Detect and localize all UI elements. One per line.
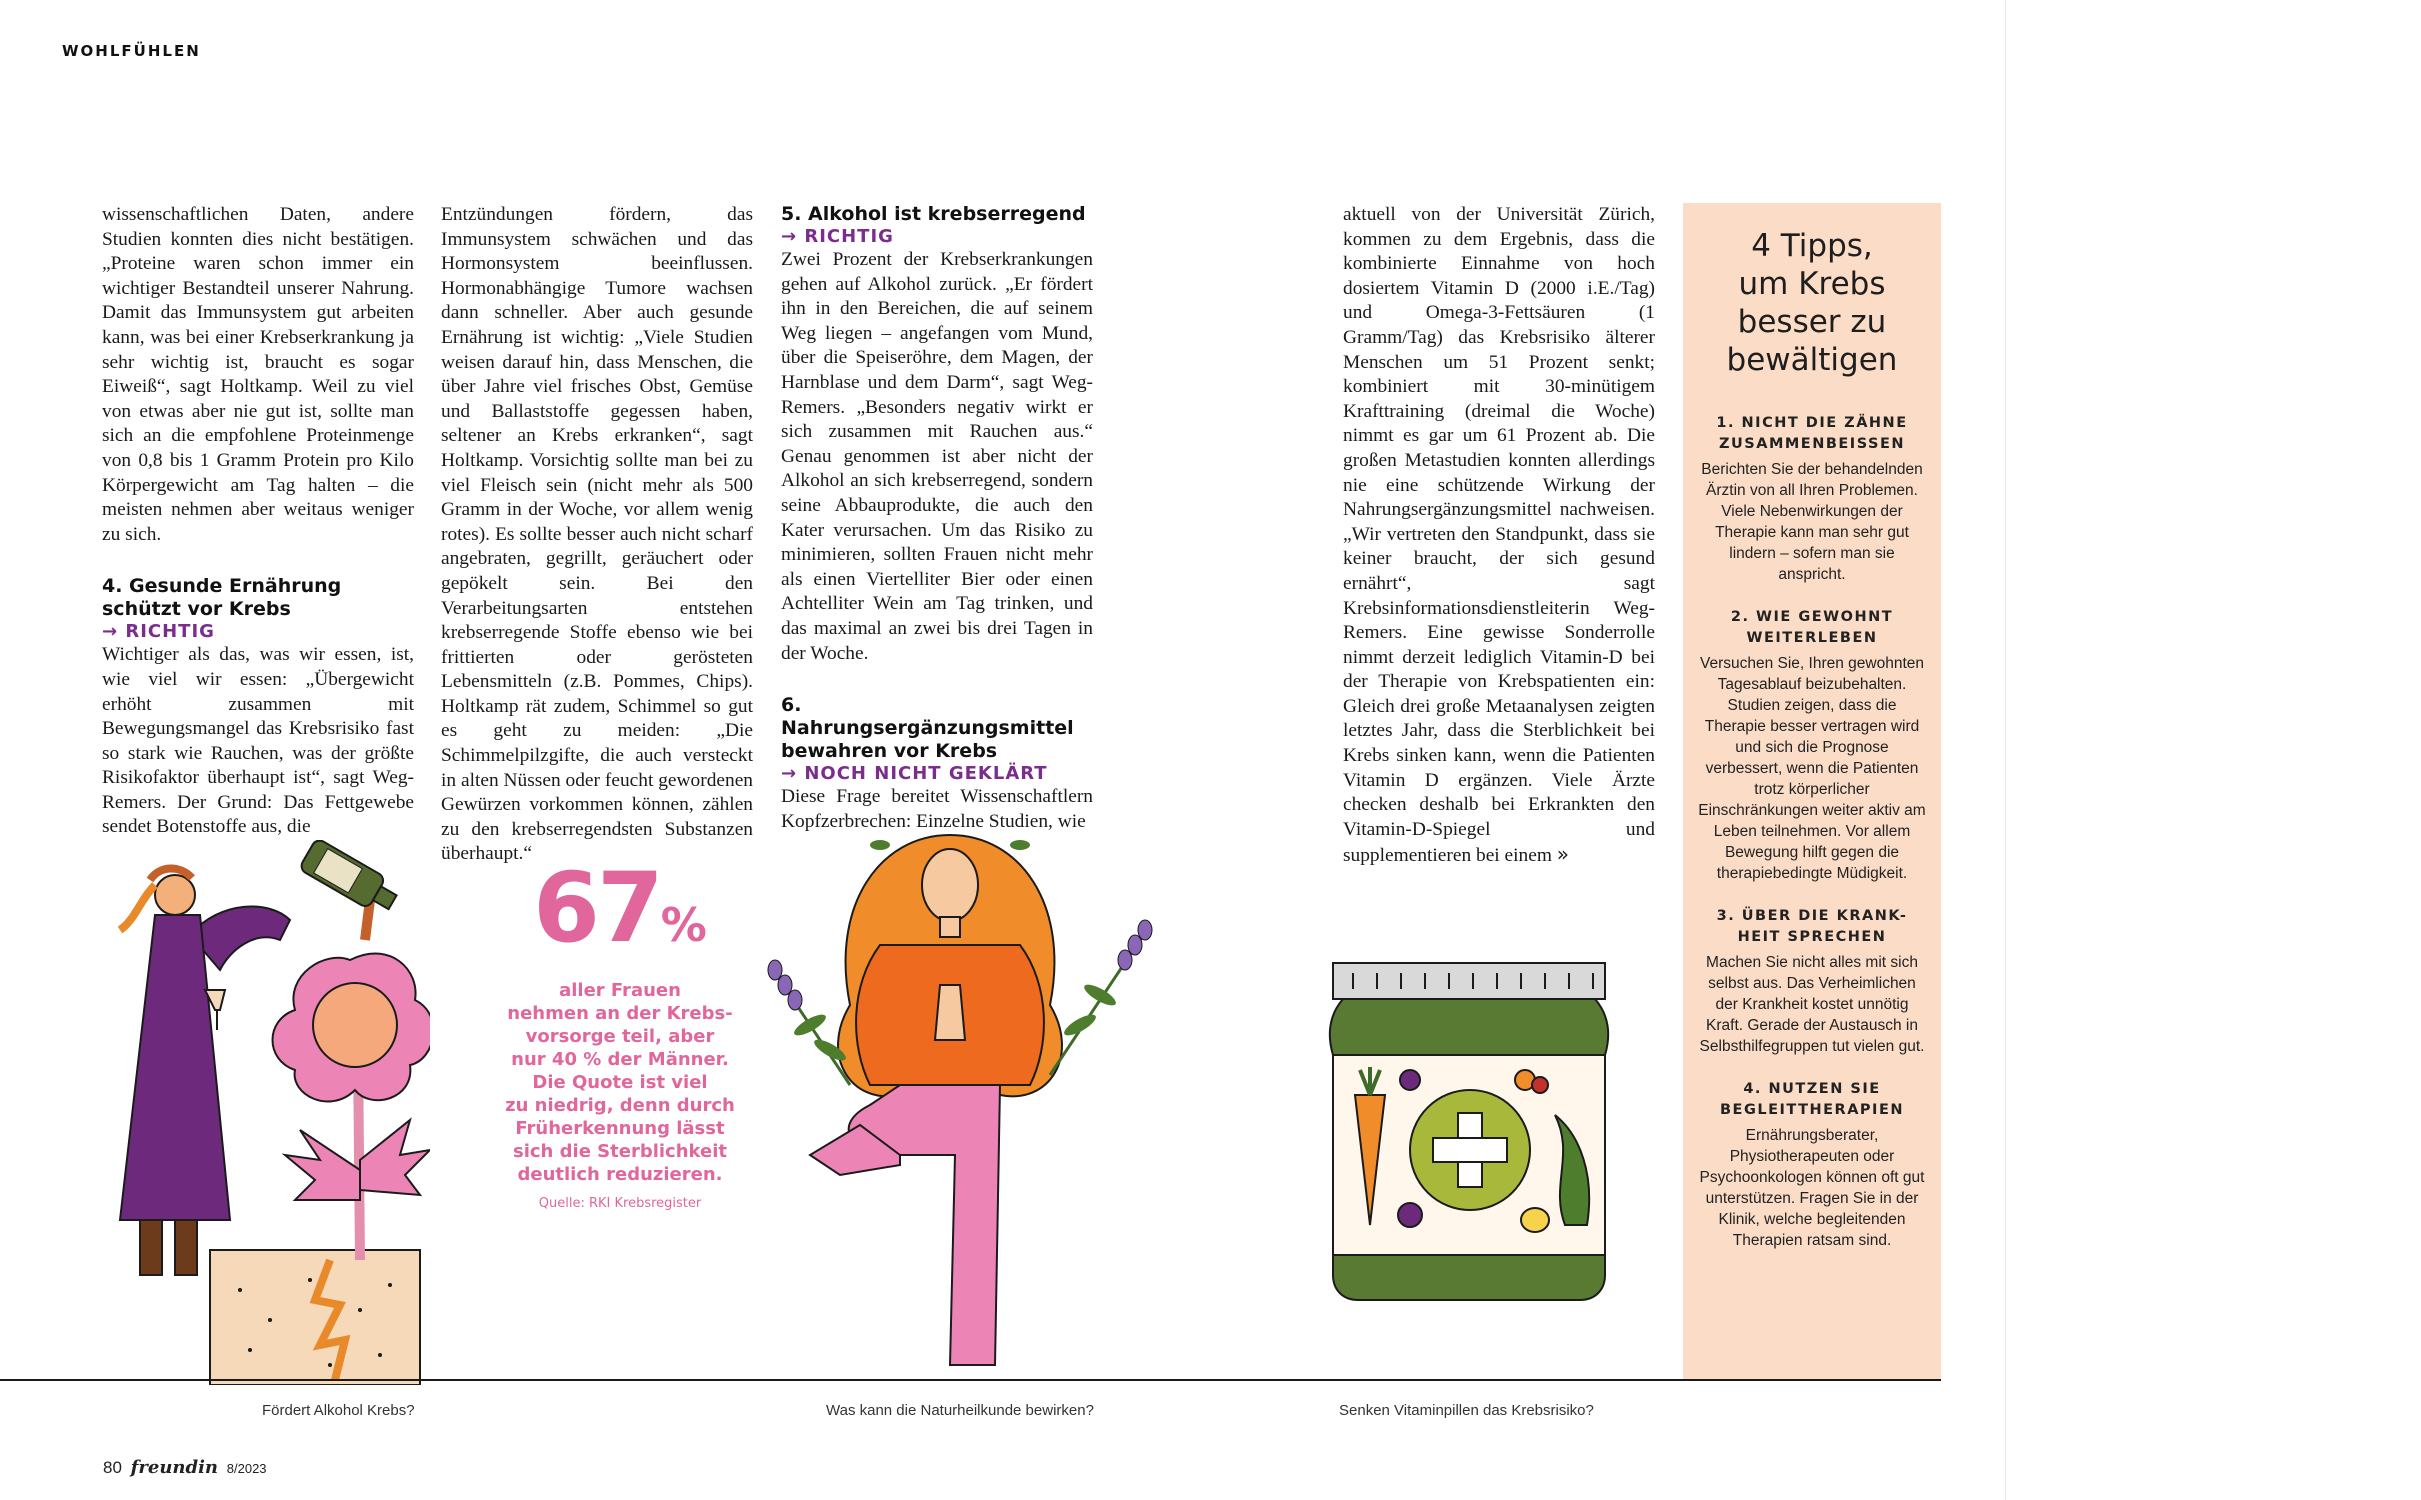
stat-line: Früherkennung lässt [515,1118,725,1139]
facing-page-edge [2005,0,2421,1500]
subheading-4: 4. Gesunde Ernährung schützt vor Krebs [102,575,342,621]
stat-line: Die Quote ist viel [532,1072,708,1093]
article-column-2 [441,203,753,867]
tips-sidebar [1683,203,1941,1380]
paragraph-text: aktuell von der Universität Zürich, kommen zu dem Ergebnis, dass die kombinierte Einnahme von hoch dosiertem Vitamin D (2000 i.E./Tag) und Omega-3-Fettsäuren (1 Gramm/Tag) das Krebsrisiko älterer Menschen um 51 Prozent senkt; kombiniert mit 30-minütigem Krafttraining (dreimal die Woche) nimmt es gar um 61 Prozent ab. Die großen Metastudien konnten allerdings nie eine schützende Wirkung der Nahrungsergänzungsmittel nachweisen. „Wir vertreten den Standpunkt, dass sie keiner braucht, der sich gesund ernährt“, sagt Krebsinformationsdienstleiterin Weg-Remers. Eine gewisse Sonderrolle nimmt derzeit lediglich Vitamin-D bei der Therapie von Krebspatienten ein: Gleich drei große Metaanalysen zeigten letztes Jahr, dass die Sterblichkeit bei Krebs sinken kann, wenn die Patienten Vitamin D ergänzen. Viele Ärzte checken deshalb bei Erkrankten den Vitamin-D-Spiegel und supplementieren bei einem [1343,204,1655,867]
stat-line: aller Frauen [559,980,681,1001]
page-number: 80 [103,1458,122,1477]
stat-text [500,979,740,1186]
tip-heading: 2. WIE GEWOHNT WEITERLEBEN [1730,609,1894,646]
tips-list [1697,413,1927,1251]
stat-number [500,852,740,973]
tip-item [1697,413,1927,585]
verdict-6: → NOCH NICHT GEKLÄRT [781,763,1048,785]
caption-3: Senken Vitaminpillen das Krebsrisiko? [1339,1402,1594,1419]
paragraph: Wichtiger als das, was wir essen, ist, wie viel wir essen: „Übergewicht erhöht zusammen mit Bewegungsmangel das Krebsrisiko fast so stark wie Rauchen, was der größte Risikofaktor überhaupt ist“, sagt Weg-Remers. Der Grund: Das Fettgewebe sendet Botenstoffe aus, die [102,644,414,838]
paragraph: wissenschaftlichen Daten, andere Studien konnten dies nicht bestätigen. „Proteine waren schon immer ein wichtiger Bestandteil unserer Nahrung. Damit das Immunsystem gut arbeiten kann, was bei einer Krebserkrankung ja sehr wichtig ist, braucht es sogar Eiweiß“, sagt Holtkamp. Weil zu viel von etwas aber nie gut ist, sollte man sich an die empfohlene Proteinmenge von 0,8 bis 1 Gramm Protein pro Kilo Körpergewicht am Tag halten – die meisten nehmen aber weitaus weniger zu sich. [102,204,414,545]
tip-item [1697,906,1927,1057]
paragraph [1343,203,1655,869]
tip-text: Berichten Sie der behandelnden Ärztin von all Ihren Problemen. Viele Nebenwirkungen der Therapie kann man sehr gut lindern – sofern man sie anspricht. [1701,461,1923,583]
caption-2: Was kann die Naturheilkunde bewirken? [826,1402,1094,1419]
continue-arrow-icon: » [1556,842,1570,867]
alcohol-illustration [70,840,430,1385]
tip-item [1697,607,1927,884]
paragraph: Diese Frage bereitet Wissenschaftlern Kopfzerbrechen: Einzelne Studien, wie [781,786,1093,832]
tip-heading: 1. NICHT DIE ZÄHNE ZUSAMMENBEISSEN [1716,415,1908,452]
tip-text: Versuchen Sie, Ihren gewohnten Tagesablauf beizubehalten. Studien zeigen, dass die Therapie besser vertragen wird und sich die Prognose verbessert, wenn die Patienten trotz körperlicher Einschränkungen weiter aktiv am Leben teilnehmen. Vor allem Bewegung hilft gegen die therapiebedingte Müdigkeit. [1698,655,1926,882]
baseline-rule [0,1379,1941,1381]
article-column-1 [102,203,414,840]
tip-text: Machen Sie nicht alles mit sich selbst aus. Das Verheimlichen der Krankheit kostet unnötig Kraft. Gerade der Austausch in Selbsthilfegruppen tut vielen gut. [1699,954,1925,1055]
naturopathy-illustration [750,825,1170,1380]
paragraph: Entzündungen fördern, das Immunsystem schwächen und das Hormonsystem beeinflussen. Hormonabhängige Tumore wachsen dann schneller. Aber auch gesunde Ernährung ist wichtig: „Viele Studien weisen darauf hin, dass Menschen, die über Jahre viel frisches Obst, Gemüse und Ballaststoffe gegessen haben, seltener an Krebs erkranken“, sagt Holtkamp. Vorsichtig sollte man bei zu viel Fleisch sein (nicht mehr als 500 Gramm in der Woche, vor allem wenig rotes). Es sollte besser auch nicht scharf angebraten, gegrillt, geräuchert oder gepökelt sein. Bei den Verarbeitungsarten entstehen krebserregende Stoffe ebenso wie bei frittierten oder gerösteten Lebensmitteln (z.B. Pommes, Chips). Holtkamp rät zudem, Schimmel so gut es geht zu meiden: „Die Schimmelpilzgifte, die auch versteckt in alten Nüssen oder feucht gewordenen Gewürzen vorkommen können, zählen zu den krebserregendsten Substanzen überhaupt.“ [441,204,753,865]
stat-line: zu niedrig, denn durch [505,1095,735,1116]
verdict-5: → RICHTIG [781,226,894,247]
subheading-5: 5. Alkohol ist krebserregend [781,203,1086,225]
article-column-4 [1343,203,1655,869]
stat-line: deutlich reduzieren. [517,1164,723,1185]
stat-unit: % [660,898,707,952]
sidebar-title-line: um Krebs [1738,266,1886,302]
tip-item [1697,1079,1927,1251]
issue-number: 8/2023 [226,1461,267,1476]
sidebar-title [1683,227,1941,379]
stat-source: Quelle: RKI Krebsregister [538,1196,702,1211]
subheading-6: 6. Nahrungsergänzungsmittel bewahren vor Krebs [781,694,1074,763]
stat-line: nur 40 % der Männer. [511,1049,729,1070]
stat-line: sich die Sterblichkeit [513,1141,727,1162]
stat-line: vorsorge teil, aber [525,1026,715,1047]
stat-callout [500,852,740,1211]
stat-value: 67 [533,852,661,964]
brand-logo: freundin [130,1457,219,1478]
sidebar-title-line: 4 Tipps, [1751,228,1873,264]
vitamin-jar-illustration [1325,955,1615,1305]
sidebar-title-line: besser zu [1737,304,1887,340]
verdict-4: → RICHTIG [102,621,215,643]
tip-text: Ernährungsberater, Physiotherapeuten oder Psychoonkologen können oft gut unterstützen. Fragen Sie in der Klinik, welche begleitenden Therapien ratsam sind. [1699,1127,1925,1249]
stat-line: nehmen an der Krebs- [507,1003,733,1024]
caption-1: Fördert Alkohol Krebs? [262,1402,415,1419]
tip-heading: 4. NUTZEN SIE BEGLEITTHERAPIEN [1719,1081,1904,1118]
page-footer [103,1457,267,1478]
section-label: WOHLFÜHLEN [62,42,201,60]
article-column-3 [781,203,1093,834]
tip-heading: 3. ÜBER DIE KRANK- HEIT SPRECHEN [1716,908,1908,945]
sidebar-title-line: bewältigen [1726,342,1898,378]
paragraph: Zwei Prozent der Krebserkrankungen gehen auf Alkohol zurück. „Er fördert ihn in den Bereichen, die auf seinem Weg liegen – angefangen vom Mund, über die Speiseröhre, dem Magen, der Harnblase und dem Darm“, sagt Weg-Remers. „Besonders negativ wirkt er sich zusammen mit Rauchen aus.“ Genau genommen ist aber nicht der Alkohol an sich krebserregend, sondern seine Abbauprodukte, die auch den Kater verursachen. Um das Risiko zu minimieren, sollten Frauen nicht mehr als einen Viertelliter Bier oder einen Achtelliter Wein am Tag trinken, und das maximal an zwei bis drei Tagen in der Woche. [781,249,1093,664]
